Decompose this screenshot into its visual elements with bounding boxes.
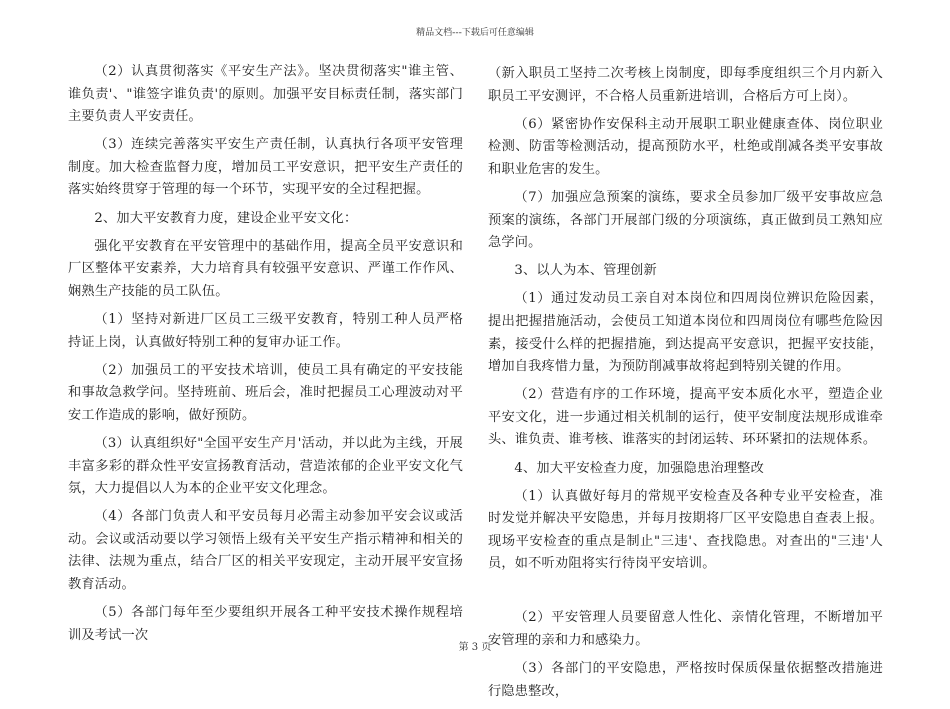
section-heading: 3、以人为本、管理创新 xyxy=(514,263,657,279)
paragraph: （1）认真做好每月的常规平安检查及各种专业平安检查，准时发觉并解决平安隐患，并每月按期将厂区平安隐患自查表上报。现场平安检查的重点是制止"三违'、查找隐患。对查出的"三违'人员，如不听劝阻将实行待岗平安培训。 xyxy=(488,488,883,572)
page-header: 精品文档---下载后可任意编辑 xyxy=(416,28,534,38)
blank-spacer xyxy=(488,581,883,607)
left-column xyxy=(68,61,463,653)
paragraph: （4）各部门负责人和平安员每月必需主动参加平安会议或活动。会议或活动要以学习领悟上级有关平安生产指示精神和相关的法律、法规为重点，结合厂区的相关平安现定，主动开展平安宣扬教育活动。 xyxy=(68,509,463,592)
paragraph: （2）加强员工的平安技术培训，使员工具有确定的平安技能和事故急救学问。坚持班前、班后会，准时把握员工心理波动对平安工作造成的影响，做好预防。 xyxy=(68,362,463,423)
page-number: 第 3 页 xyxy=(458,642,492,653)
section-heading: 2、加大平安教育力度，建设企业平安文化： xyxy=(94,210,358,226)
paragraph: （7）加强应急预案的演练，要求全员参加厂级平安事故应急预案的演练，各部门开展部门级的分项演练，真正做到员工熟知应急学问。 xyxy=(488,189,883,251)
section-heading: 4、加大平安检查力度，加强隐患治理整改 xyxy=(514,460,764,476)
paragraph: （5）各部门每年至少要组织开展各工种平安技术操作规程培训及考试一次 xyxy=(68,605,463,643)
paragraph: （2）平安管理人员要留意人性化、亲情化管理，不断增加平安管理的亲和力和感染力。 xyxy=(488,610,883,649)
paragraph: （6）紧密协作安保科主动开展职工职业健康查体、岗位职业检测、防雷等检测活动，提高预防水平，杜绝或削减各类平安事故和职业危害的发生。 xyxy=(488,116,883,177)
right-column xyxy=(488,63,883,709)
paragraph: （1）通过发动员工亲自对本岗位和四周岗位辨识危险因素，提出把握措施活动，会使员工知道本岗位和四周岗位有哪些危险因素，接受什么样的把握措施，到达提高平安意识，把握平安技能，增加自我疼惜力量，为预防削减事故将起到特别关键的作用。 xyxy=(488,291,883,375)
paragraph: 强化平安教育在平安管理中的基础作用，提高全员平安意识和厂区整体平安素养，大力培育具有较强平安意识、严谨工作作风、娴熟生产技能的员工队伍。 xyxy=(68,238,463,299)
paragraph-continuation: （新入职员工坚持二次考核上岗制度，即每季度组织三个月内新入职员工平安测评，不合格人员重新进培训，合格后方可上岗）。 xyxy=(488,66,883,104)
paragraph: （3）认真组织好"全国平安生产月'活动，并以此为主线，开展丰富多彩的群众性平安宣扬教育活动，营造浓郁的企业平安文化气氛，大力提倡以人为本的企业平安文化理念。 xyxy=(68,435,463,497)
paragraph: （1）坚持对新进厂区员工三级平安教育，特别工种人员严格持证上岗，认真做好特别工种的复审办证工作。 xyxy=(68,311,463,350)
paragraph: （3）各部门的平安隐患，严格按时保质保量依据整改措施进行隐患整改， xyxy=(488,661,883,699)
paragraph: （3）连续完善落实平安生产责任制，认真执行各项平安管理制度。加大检查监督力度，增加员工平安意识，把平安生产责任的落实始终贯穿于管理的每一个环节，实现平安的全过程把握。 xyxy=(68,137,463,198)
paragraph: （2）营造有序的工作环境，提高平安本质化水平，塑造企业平安文化，进一步通过相关机制的运行，使平安制度法规形成谁牵头、谁负责、谁考核、谁落实的封闭运转、环环紧扣的法规体系。 xyxy=(488,387,883,448)
paragraph: （2）认真贯彻落实《平安生产法》。坚决贯彻落实"谁主管、谁负责'、"谁签字谁负责'的原则。加强平安目标责任制，落实部门主要负责人平安责任。 xyxy=(68,64,463,125)
